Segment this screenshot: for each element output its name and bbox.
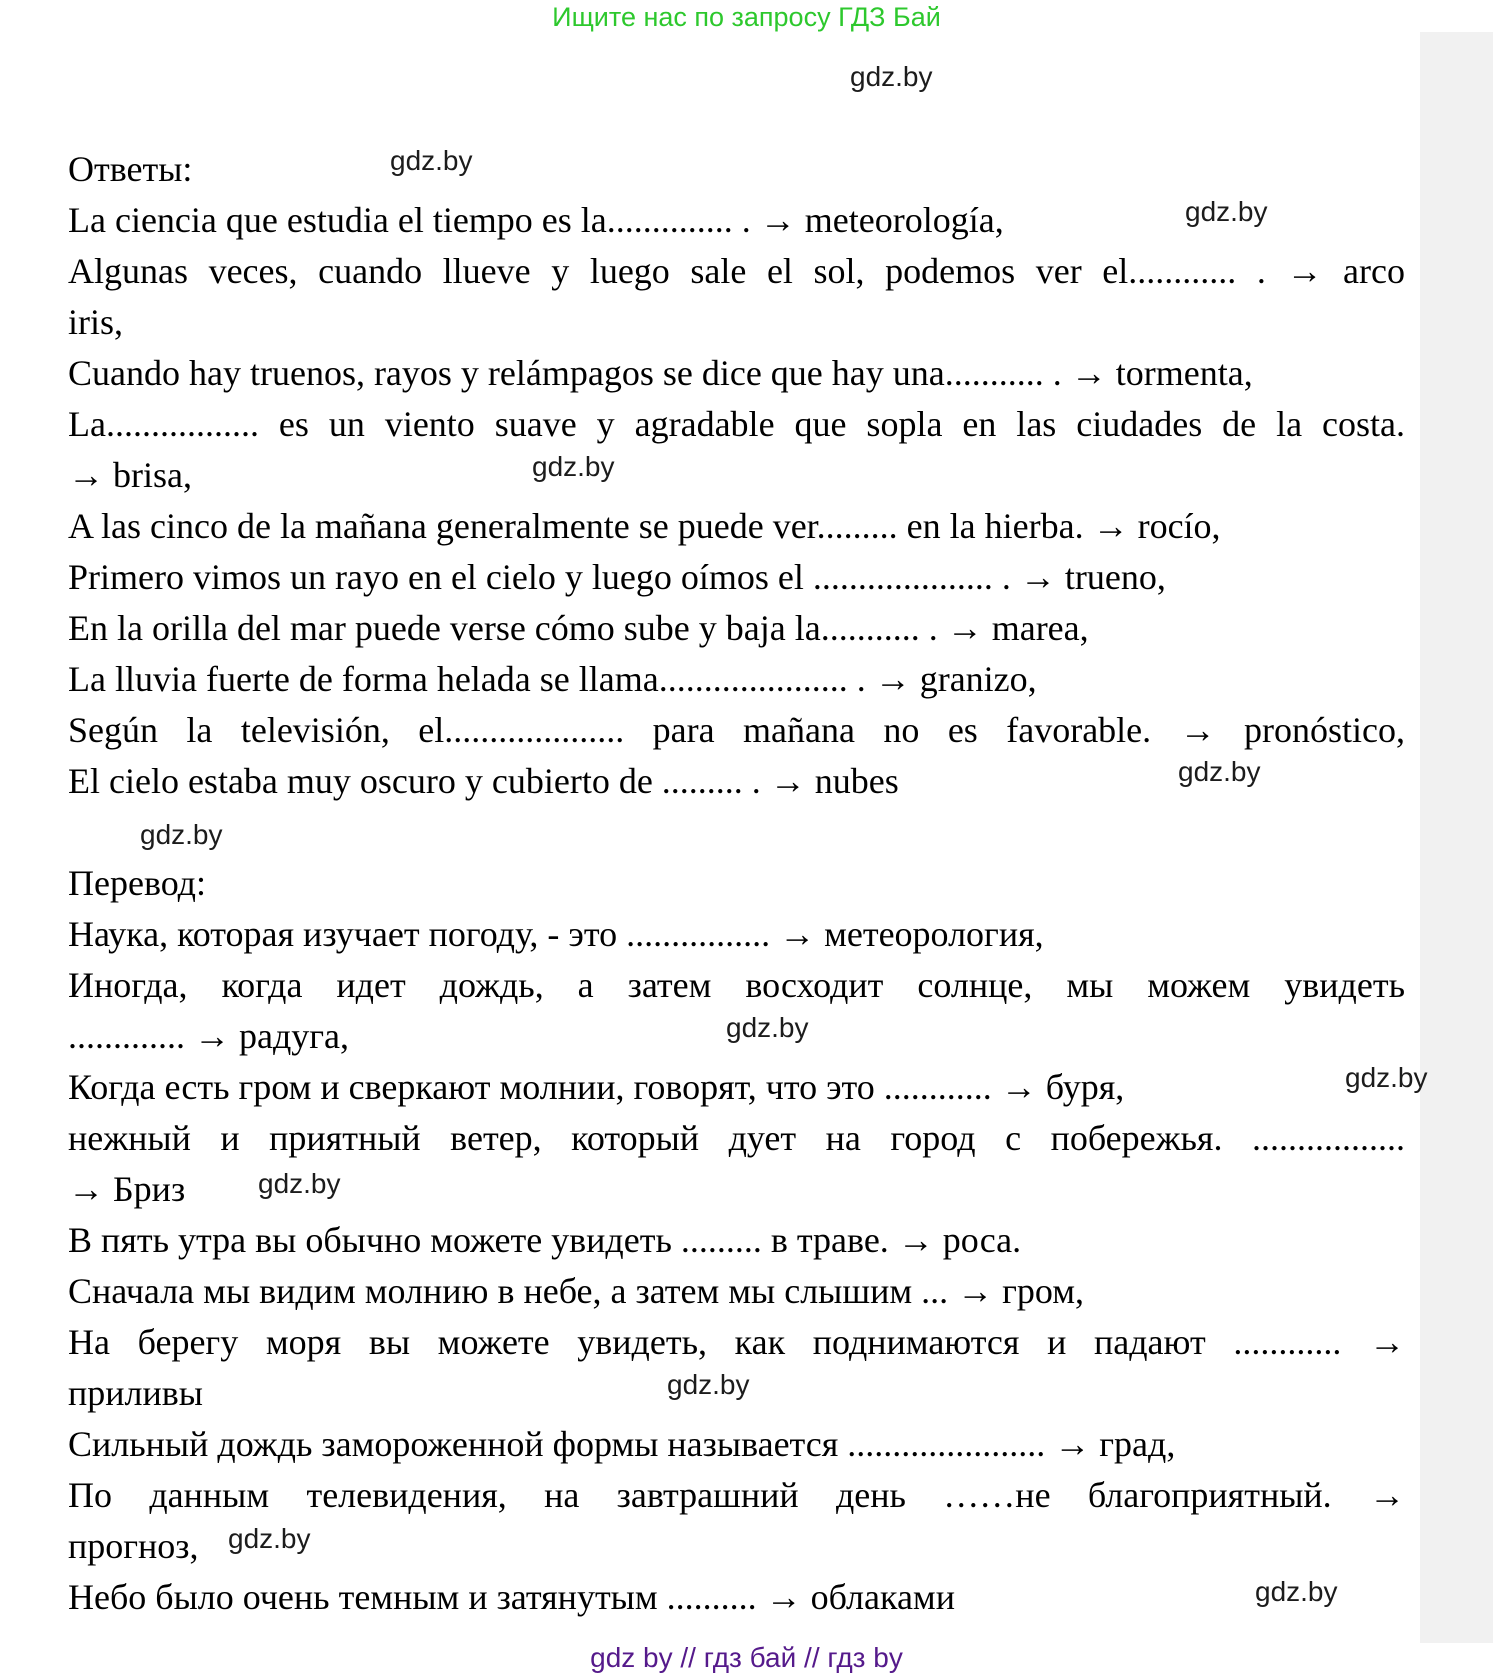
gdz-watermark: gdz.by xyxy=(258,1168,341,1199)
translation-line: Наука, которая изучает погоду, - это ................ → метеорология, xyxy=(68,914,1044,954)
gdz-watermark: gdz.by xyxy=(726,1012,809,1043)
translation-line: → Бриз xyxy=(68,1169,186,1209)
answer-line: Según la televisión, el.................... para mañana no es favorable. → pronóstico, xyxy=(68,710,1405,750)
translation-line: Сначала мы видим молнию в небе, а затем мы слышим ... → гром, xyxy=(68,1271,1084,1311)
translation-line: ............. → радуга, xyxy=(68,1016,350,1056)
answer-line: A las cinco de la mañana generalmente se puede ver......... en la hierba. → rocío, xyxy=(68,506,1221,546)
answer-line: Algunas veces, cuando llueve y luego sale el sol, podemos ver el............ . → arco xyxy=(68,251,1405,291)
answers-heading: Ответы: xyxy=(68,149,193,189)
gdz-watermark: gdz.by xyxy=(228,1523,311,1554)
translation-line: Небо было очень темным и затянутым .......... → облаками xyxy=(68,1577,955,1617)
answer-line: La lluvia fuerte de forma helada se llama..................... . → granizo, xyxy=(68,659,1037,699)
translation-line: Сильный дождь замороженной формы называется ...................... → град, xyxy=(68,1424,1176,1464)
answer-line: Primero vimos un rayo en el cielo y luego oímos el .................... . → trueno, xyxy=(68,557,1166,597)
gdz-watermark: gdz.by xyxy=(1178,756,1261,787)
translation-line: Когда есть гром и сверкают молнии, говорят, что это ............ → буря, xyxy=(68,1067,1125,1107)
right-side-strip xyxy=(1420,32,1493,1643)
gdz-watermark: gdz.by xyxy=(1255,1576,1338,1607)
answer-line: El cielo estaba muy oscuro y cubierto de ......... . → nubes xyxy=(68,761,899,801)
promo-banner: Ищите нас по запросу ГДЗ Бай xyxy=(552,2,941,32)
translation-line: На берегу моря вы можете увидеть, как поднимаются и падают ............ → xyxy=(68,1322,1405,1362)
gdz-watermark: gdz.by xyxy=(1345,1062,1428,1093)
gdz-watermark: gdz.by xyxy=(667,1369,750,1400)
document-body xyxy=(68,144,1405,1623)
gdz-watermark: gdz.by xyxy=(850,61,933,92)
gdz-watermark: gdz.by xyxy=(390,145,473,176)
footer-links: gdz by // гдз бай // гдз by xyxy=(590,1642,903,1673)
translation-line: По данным телевидения, на завтрашний день ……не благоприятный. → xyxy=(68,1475,1405,1515)
translation-line: нежный и приятный ветер, который дует на город с побережья. ................. xyxy=(68,1118,1405,1158)
answer-line: La................. es un viento suave y agradable que sopla en las ciudades de la costa. xyxy=(68,404,1405,444)
answer-line: En la orilla del mar puede verse cómo sube y baja la........... . → marea, xyxy=(68,608,1089,648)
translation-line: приливы xyxy=(68,1373,203,1413)
translation-line: В пять утра вы обычно можете увидеть ......... в траве. → роса. xyxy=(68,1220,1022,1260)
answer-line: iris, xyxy=(68,302,124,342)
translation-line: прогноз, xyxy=(68,1526,199,1566)
translation-line: Иногда, когда идет дождь, а затем восходит солнце, мы можем увидеть xyxy=(68,965,1405,1005)
answer-line: Cuando hay truenos, rayos y relámpagos se dice que hay una........... . → tormenta, xyxy=(68,353,1253,393)
gdz-watermark: gdz.by xyxy=(140,819,223,850)
gdz-watermark: gdz.by xyxy=(532,451,615,482)
answer-line: La ciencia que estudia el tiempo es la.............. . → meteorología, xyxy=(68,200,1004,240)
gdz-watermark: gdz.by xyxy=(1185,196,1268,227)
translation-heading: Перевод: xyxy=(68,863,206,903)
blank-line xyxy=(68,807,1405,858)
answer-line: → brisa, xyxy=(68,455,192,495)
